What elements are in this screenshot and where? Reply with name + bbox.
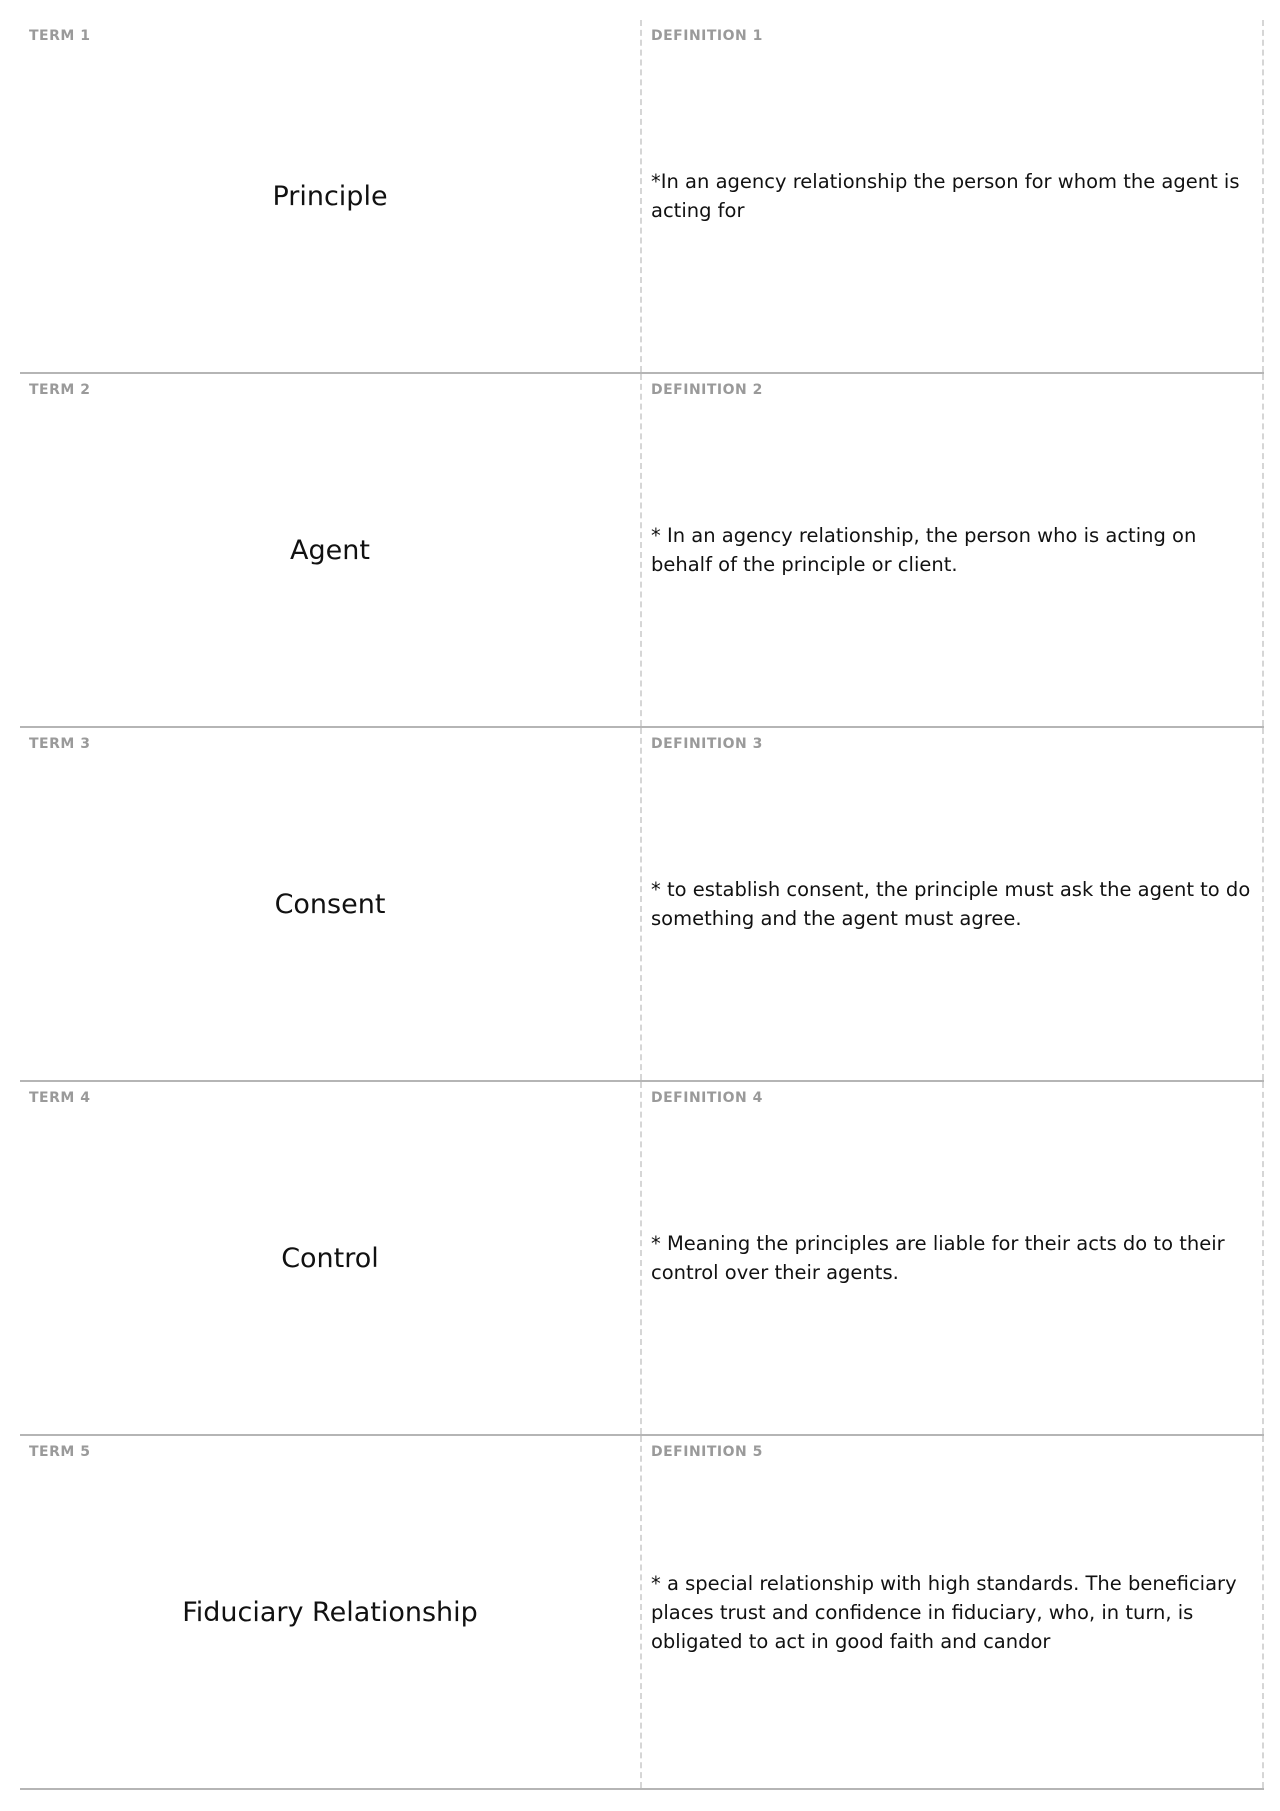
definition-text [651, 374, 1252, 726]
card-row-4 [20, 1082, 1264, 1436]
definition-label: DEFINITION 2 [651, 382, 763, 398]
term-text: Consent [274, 888, 386, 920]
definition-cell-2 [642, 374, 1264, 726]
definition-text [651, 728, 1252, 1080]
definition-text [651, 1436, 1252, 1788]
definition-cell-5 [642, 1436, 1264, 1788]
definition-cell-1 [642, 20, 1264, 372]
definition-text-content: *In an agency relationship the person for whom the agent is acting for [651, 170, 1240, 222]
term-cell-4 [20, 1082, 642, 1434]
definition-text [651, 20, 1252, 372]
flashcard-sheet [20, 20, 1264, 1790]
term-cell-5 [20, 1436, 642, 1788]
definition-cell-4 [642, 1082, 1264, 1434]
definition-text-content: * Meaning the principles are liable for their acts do to their control over their agents. [651, 1232, 1225, 1284]
term-cell-1 [20, 20, 642, 372]
term-text: Agent [290, 534, 370, 566]
term-label: TERM 4 [29, 1090, 91, 1106]
card-row-2 [20, 374, 1264, 728]
definition-cell-3 [642, 728, 1264, 1080]
term-label: TERM 3 [29, 736, 91, 752]
definition-text-content: * a special relationship with high standards. The beneficiary places trust and confidence in fiduciary, who, in turn, is obligated to act in good faith and candor [651, 1571, 1237, 1653]
card-row-3 [20, 728, 1264, 1082]
definition-text-content: * In an agency relationship, the person who is acting on behalf of the principle or client. [651, 524, 1197, 576]
term-text: Principle [272, 180, 388, 212]
card-row-1 [20, 20, 1264, 374]
term-text: Fiduciary Relationship [182, 1596, 478, 1628]
definition-text-content: * to establish consent, the principle must ask the agent to do something and the agent must agree. [651, 878, 1251, 930]
definition-label: DEFINITION 3 [651, 736, 763, 752]
definition-label: DEFINITION 1 [651, 28, 763, 44]
term-label: TERM 1 [29, 28, 91, 44]
term-label: TERM 5 [29, 1444, 91, 1460]
term-text: Control [281, 1242, 379, 1274]
term-label: TERM 2 [29, 382, 91, 398]
term-cell-3 [20, 728, 642, 1080]
definition-text [651, 1082, 1252, 1434]
definition-label: DEFINITION 5 [651, 1444, 763, 1460]
term-cell-2 [20, 374, 642, 726]
card-row-5 [20, 1436, 1264, 1790]
definition-label: DEFINITION 4 [651, 1090, 763, 1106]
